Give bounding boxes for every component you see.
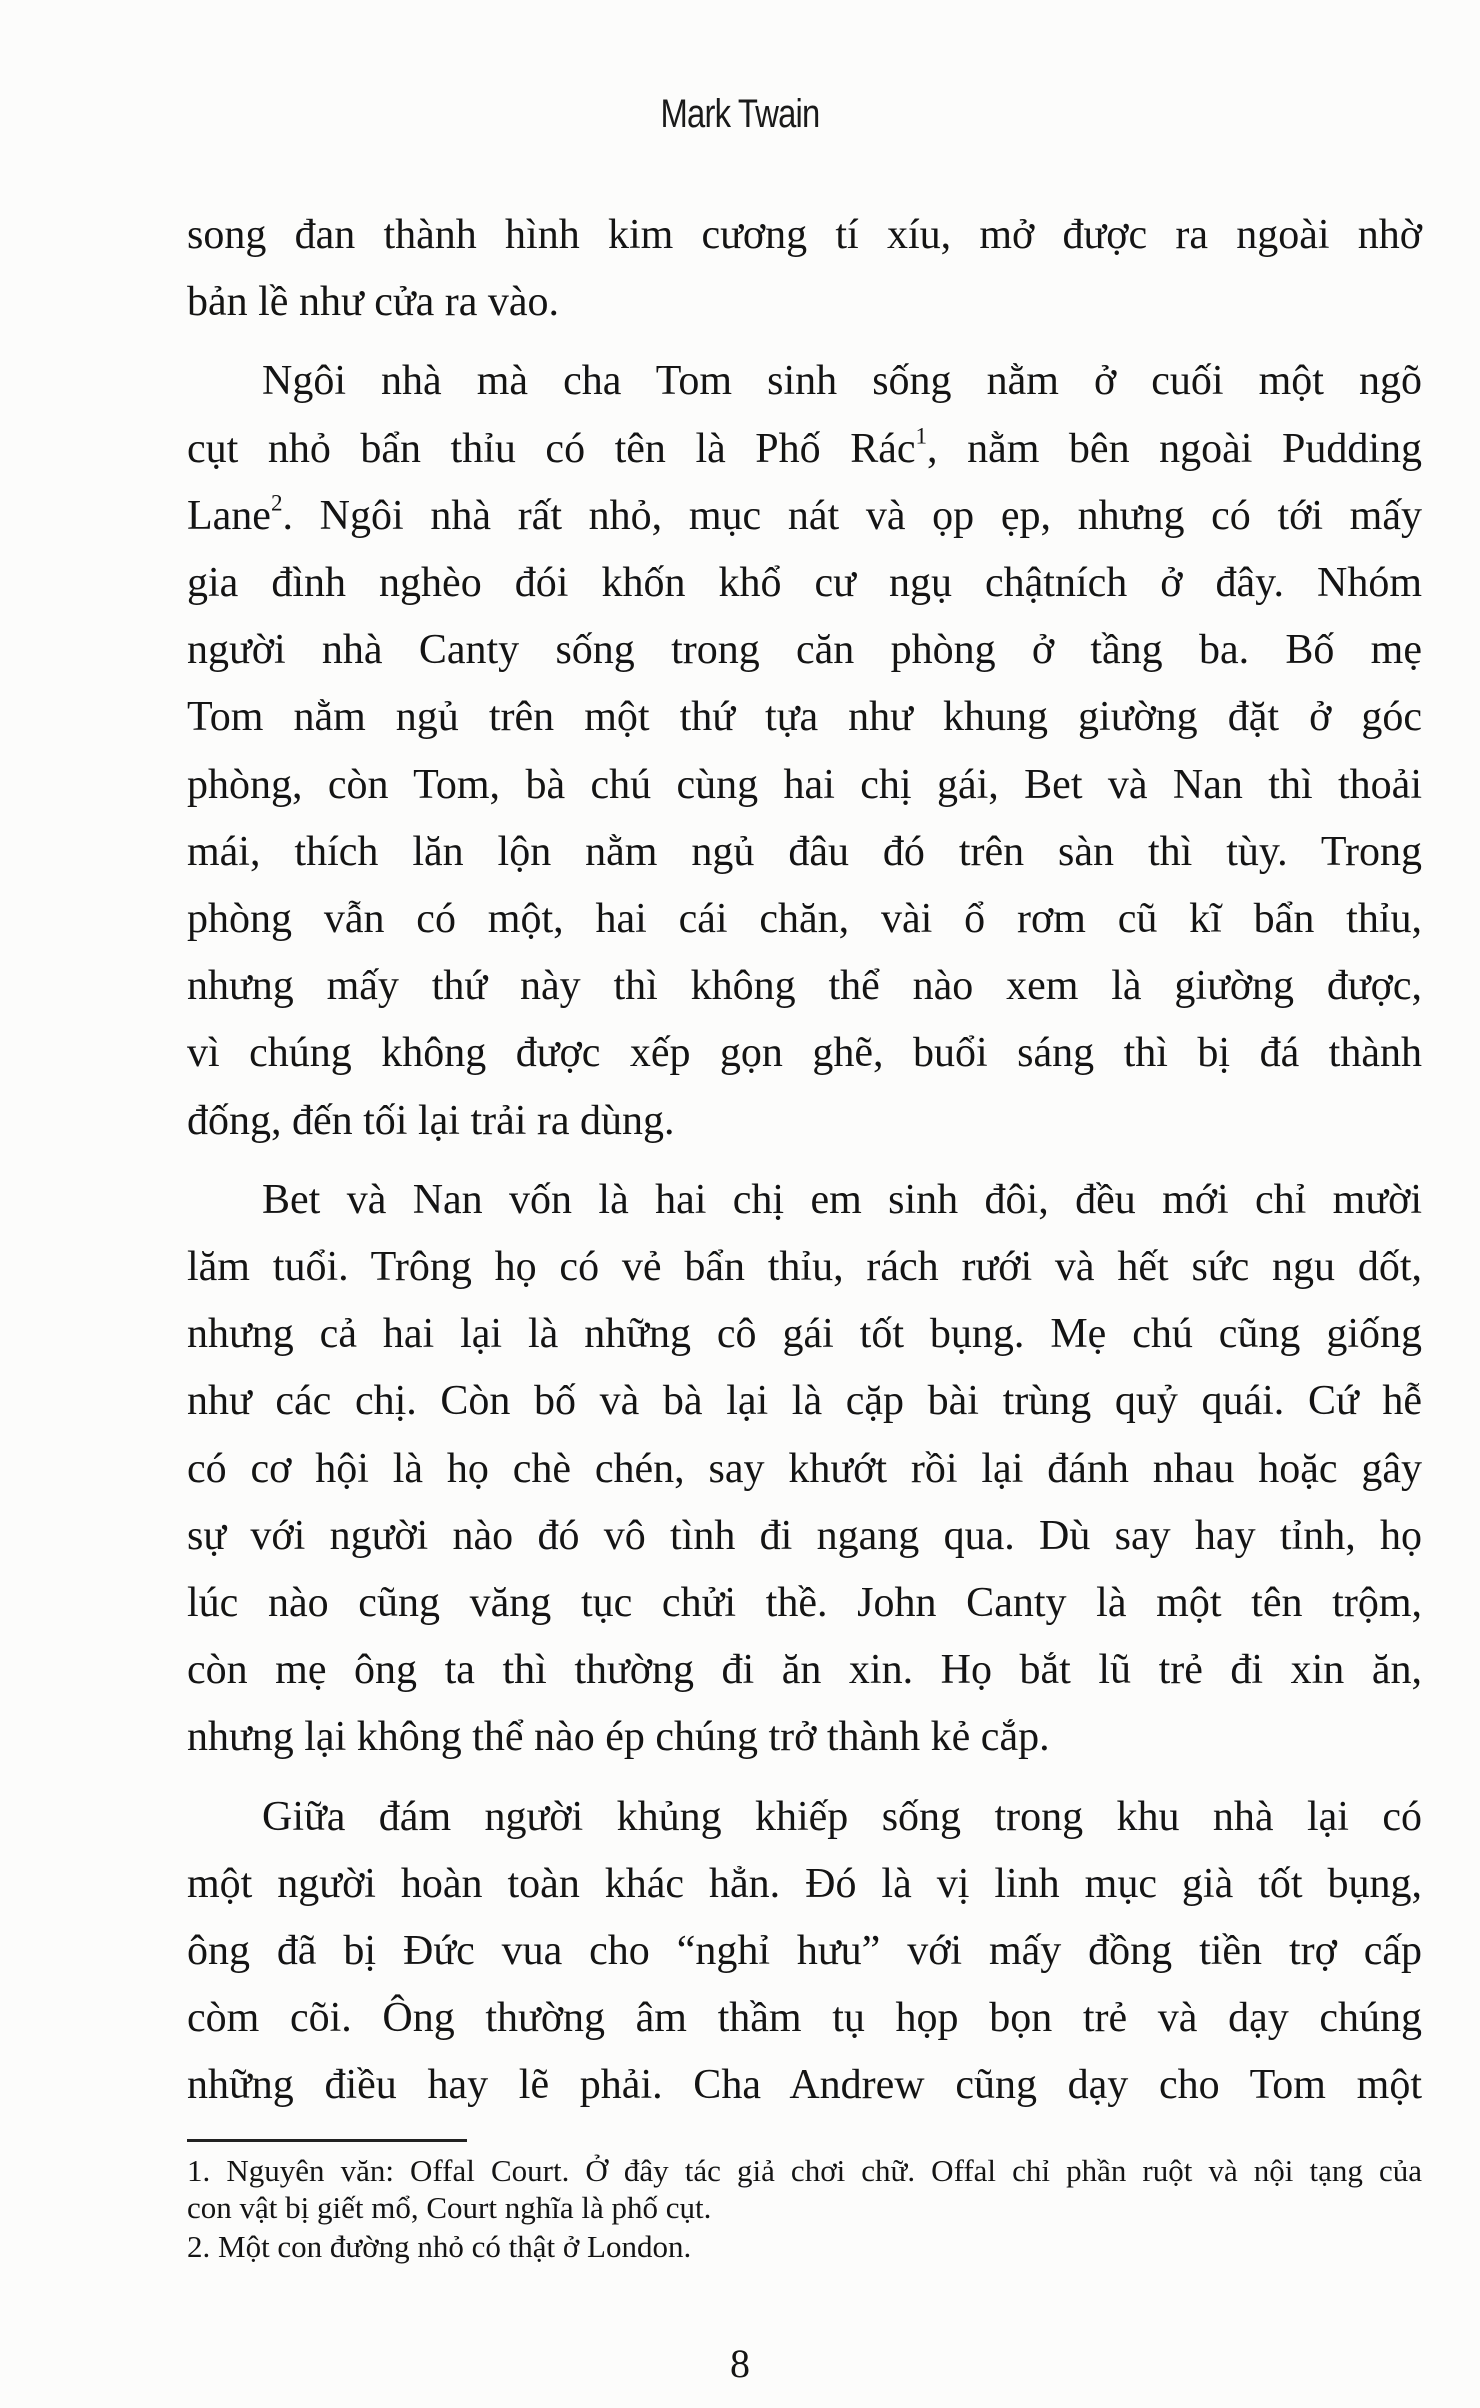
paragraph-1-line-10: vì chúng không được xếp gọn ghẽ, buổi sáng thì bị đá thành — [187, 1030, 1422, 1077]
paragraph-3-line-0: Giữa đám người khủng khiếp sống trong khu nhà lại có — [262, 1793, 1422, 1840]
paragraph-3-line-2: ông đã bị Đức vua cho “nghỉ hưu” với mấy đồng tiền trợ cấp — [187, 1928, 1422, 1974]
paragraph-3-line-3: còm cõi. Ông thường âm thầm tụ họp bọn trẻ và dạy chúng — [187, 1995, 1422, 2042]
paragraph-0-line-1: bản lề như cửa ra vào. — [187, 279, 560, 326]
paragraph-2-line-8: nhưng lại không thể nào ép chúng trở thành kẻ cắp. — [187, 1714, 1050, 1761]
footnote-marker: 2 — [270, 489, 283, 516]
paragraph-2-line-1: lăm tuổi. Trông họ có vẻ bẩn thỉu, rách rưới và hết sức ngu dốt, — [187, 1244, 1422, 1290]
paragraph-3-line-1: một người hoàn toàn khác hẳn. Đó là vị linh mục già tốt bụng, — [187, 1860, 1422, 1907]
paragraph-0-line-0: song đan thành hình kim cương tí xíu, mở được ra ngoài nhờ — [187, 212, 1422, 258]
footnote-separator — [187, 2139, 467, 2142]
paragraph-1-line-6: phòng, còn Tom, bà chú cùng hai chị gái, Bet và Nan thì thoải — [187, 761, 1422, 808]
footnote-line-0: 1. Nguyên văn: Offal Court. Ở đây tác giả chơi chữ. Offal chỉ phần ruột và nội tạng của — [187, 2153, 1422, 2188]
paragraph-1-line-4: người nhà Canty sống trong căn phòng ở tầng ba. Bố mẹ — [187, 627, 1422, 674]
paragraph-2-line-7: còn mẹ ông ta thì thường đi ăn xin. Họ bắt lũ trẻ đi xin ăn, — [187, 1647, 1422, 1694]
paragraph-1-line-1: cụt nhỏ bẩn thỉu có tên là Phố Rác$^1$, nằm bên ngoài Pudding — [187, 422, 1422, 472]
paragraph-1-line-5: Tom nằm ngủ trên một thứ tựa như khung giường đặt ở góc — [187, 694, 1422, 741]
running-head-author: Mark Twain — [660, 92, 820, 136]
paragraph-2-line-2: nhưng cả hai lại là những cô gái tốt bụng. Mẹ chú cũng giống — [187, 1311, 1422, 1358]
paragraph-1-line-2: Lane$^2$. Ngôi nhà rất nhỏ, mục nát và ọp ẹp, nhưng có tới mấy — [187, 489, 1422, 539]
paragraph-1-line-0: Ngôi nhà mà cha Tom sinh sống nằm ở cuối một ngõ — [262, 358, 1422, 405]
page-number: 8 — [730, 2341, 750, 2386]
paragraph-2-line-5: sự với người nào đó vô tình đi ngang qua. Dù say hay tỉnh, họ — [187, 1512, 1422, 1559]
paragraph-1-line-7: mái, thích lăn lộn nằm ngủ đâu đó trên sàn thì tùy. Trong — [187, 828, 1422, 875]
footnote-marker: 1 — [915, 422, 928, 449]
paragraph-1-line-8: phòng vẫn có một, hai cái chăn, vài ổ rơm cũ kĩ bẩn thỉu, — [187, 896, 1422, 942]
paragraph-1-line-9: nhưng mấy thứ này thì không thể nào xem là giường được, — [187, 963, 1422, 1010]
paragraph-3-line-4: những điều hay lẽ phải. Cha Andrew cũng dạy cho Tom một — [187, 2062, 1422, 2109]
paragraph-2-line-3: như các chị. Còn bố và bà lại là cặp bài trùng quỷ quái. Cứ hễ — [187, 1378, 1422, 1425]
paragraph-1-line-11: đống, đến tối lại trải ra dùng. — [187, 1097, 675, 1144]
footnote-line-1: con vật bị giết mổ, Court nghĩa là phố cụt. — [187, 2190, 712, 2225]
paragraph-2-line-6: lúc nào cũng văng tục chửi thề. John Canty là một tên trộm, — [187, 1580, 1422, 1626]
paragraph-2-line-0: Bet và Nan vốn là hai chị em sinh đôi, đều mới chỉ mười — [262, 1176, 1422, 1223]
footnote-line-2: 2. Một con đường nhỏ có thật ở London. — [187, 2229, 692, 2264]
paragraph-2-line-4: có cơ hội là họ chè chén, say khướt rồi lại đánh nhau hoặc gây — [187, 1445, 1422, 1492]
paragraph-1-line-3: gia đình nghèo đói khốn khổ cư ngụ chậtních ở đây. Nhóm — [187, 560, 1422, 606]
